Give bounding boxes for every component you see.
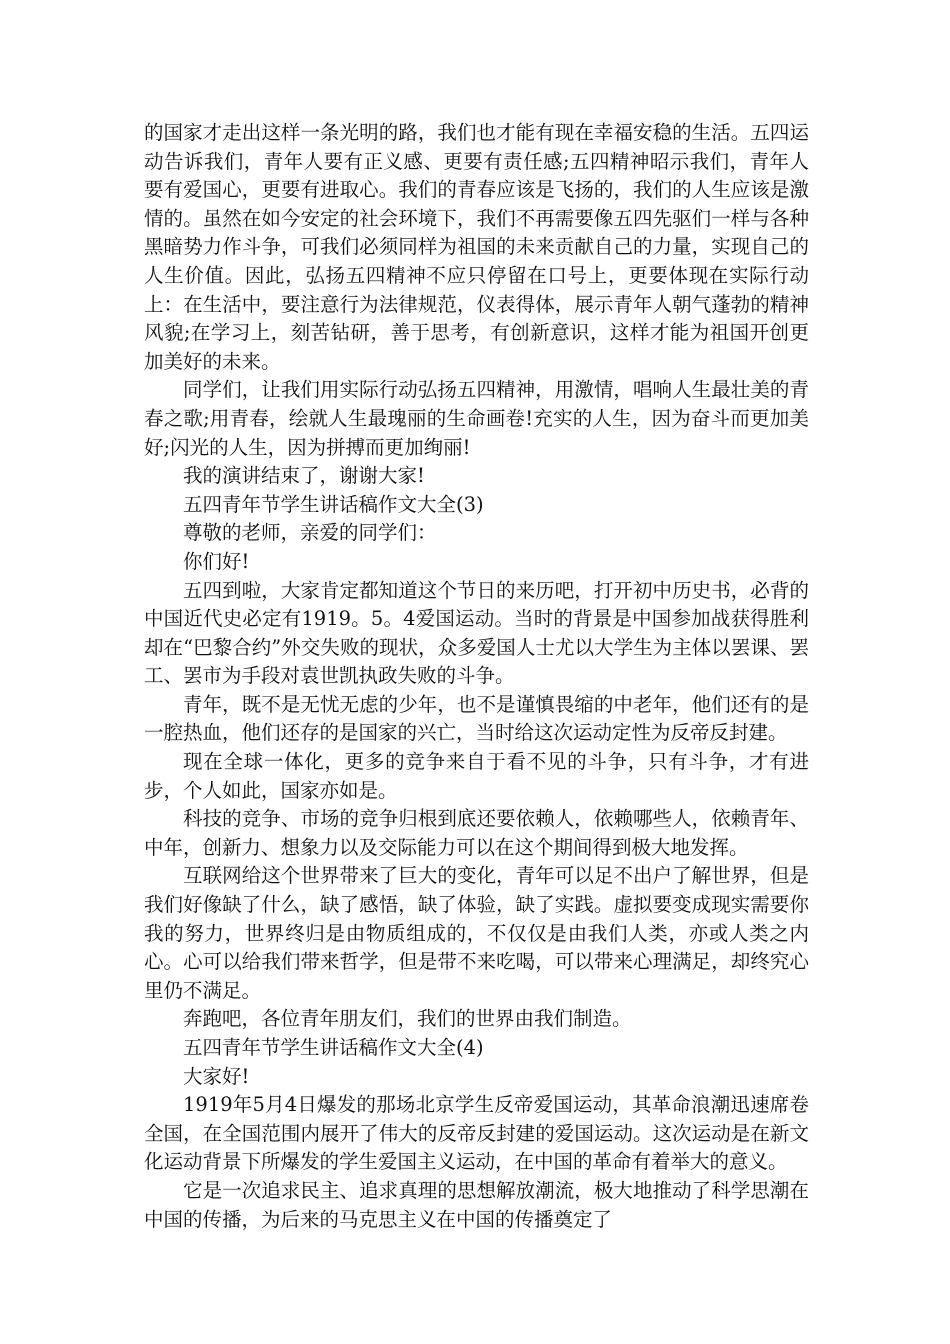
paragraph-competition: 科技的竞争、市场的竞争归根到底还要依赖人，依赖哪些人，依赖青年、中年，创新力、想象力以及交际能力可以在这个期间得到极大地发挥。 — [144, 807, 809, 859]
greeting: 你们好! — [183, 549, 250, 573]
paragraph-democracy: 它是一次追求民主、追求真理的思想解放潮流，极大地推动了科学思潮在中国的传播，为后来的马克思主义在中国的传播奠定了 — [144, 1178, 809, 1231]
paragraph-1919: 1919年5月4日爆发的那场北京学生反帝爱国运动，其革命浪潮迅速席卷全国，在全国范围内展开了伟大的反帝反封建的爱国运动。这次运动是在新文化运动背景下所爆发的学生爱国主义运动，在中国的革命有着举大的意义。 — [144, 1093, 809, 1174]
greeting-2: 大家好! — [183, 1064, 250, 1088]
section-heading-3: 五四青年节学生讲话稿作文大全(3) — [183, 492, 484, 516]
paragraph-history: 五四到啦，大家肯定都知道这个节日的来历吧，打开初中历史书，必背的中国近代史必定有1919。5。4爱国运动。当时的背景是中国参加战获得胜利却在“巴黎合约”外交失败的现状，众多爱国人士尤以大学生为主体以罢课、罢工、罢市为手段对袁世凯执政失败的斗争。 — [144, 578, 809, 688]
document-page — [144, 119, 809, 1234]
paragraph-call-to-action: 同学们，让我们用实际行动弘扬五四精神，用激情，唱响人生最壮美的青春之歌;用青春，绘就人生最瑰丽的生命画卷!充实的人生，因为奋斗而更加美好;闪光的人生，因为拼搏而更加绚丽! — [144, 378, 809, 459]
paragraph-globalization: 现在全球一体化，更多的竞争来自于看不见的斗争，只有斗争，才有进步，个人如此，国家亦如是。 — [144, 750, 809, 802]
paragraph-internet: 互联网给这个世界带来了巨大的变化，青年可以足不出户了解世界，但是我们好像缺了什么，缺了感悟，缺了体验，缺了实践。虚拟要变成现实需要你我的努力，世界终归是由物质组成的，不仅仅是由我们人类，亦或人类之内心。心可以给我们带来哲学，但是带不来吃喝，可以带来心理满足，却终究心里仍不满足。 — [144, 864, 809, 1002]
paragraph-run: 奔跑吧，各位青年朋友们，我们的世界由我们制造。 — [183, 1007, 632, 1031]
paragraph-closing: 我的演讲结束了，谢谢大家! — [183, 464, 425, 488]
paragraph-youth: 青年，既不是无忧无虑的少年，也不是谨慎畏缩的中老年，他们还有的是一腔热血，他们还存的是国家的兴亡，当时给这次运动定性为反帝反封建。 — [144, 692, 809, 745]
section-heading-4: 五四青年节学生讲话稿作文大全(4) — [183, 1036, 484, 1059]
paragraph-continuation: 的国家才走出这样一条光明的路，我们也才能有现在幸福安稳的生活。五四运动告诉我们，青年人要有正义感、更要有责任感;五四精神昭示我们，青年人要有爱国心，更要有进取心。我们的青春应该是飞扬的，我们的人生应该是激情的。虽然在如今安定的社会环境下，我们不再需要像五四先驱们一样与各种黑暗势力作斗争，可我们必须同样为祖国的未来贡献自己的力量，实现自己的人生价值。因此，弘扬五四精神不应只停留在口号上，更要体现在实际行动上：在生活中，要注意行为法律规范，仪表得体，展示青年人朝气蓬勃的精神风貌;在学习上，刻苦钻研，善于思考，有创新意识，这样才能为祖国开创更加美好的未来。 — [144, 121, 809, 373]
salutation: 尊敬的老师，亲爱的同学们： — [183, 521, 437, 545]
